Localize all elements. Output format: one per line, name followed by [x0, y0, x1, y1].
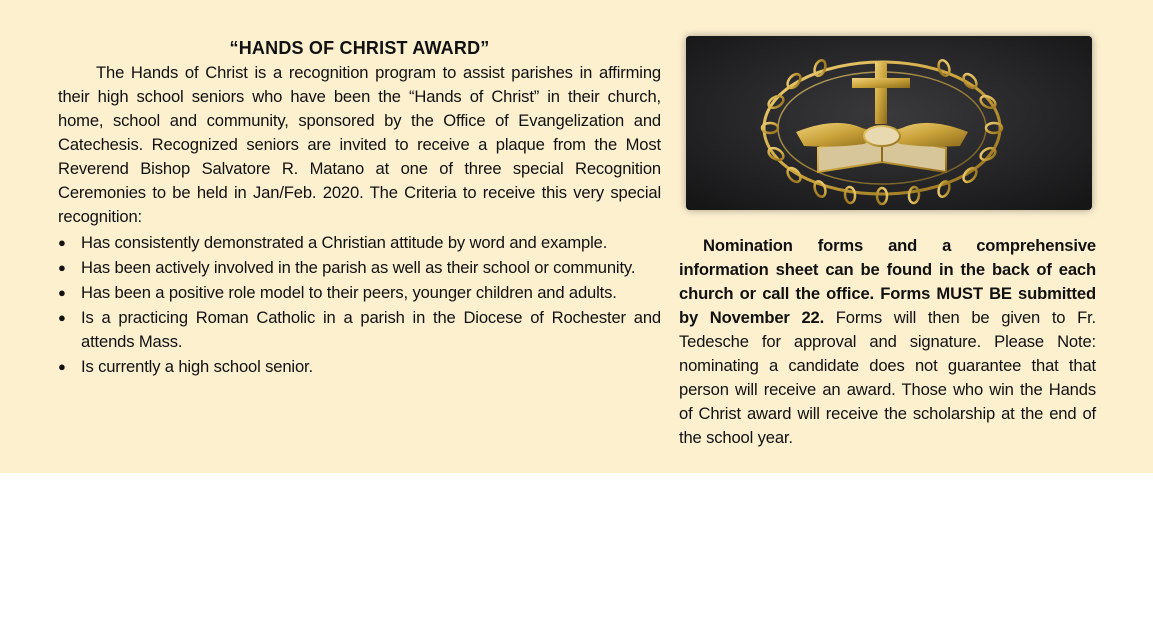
bullet-icon: ●: [58, 235, 66, 250]
bullet-icon: ●: [58, 359, 66, 374]
list-item: [58, 355, 661, 379]
intro-paragraph: The Hands of Christ is a recognition program to assist parishes in affirming their high school seniors who have been the “Hands of Christ” in their church, home, school and community, sponsored by the Office of Evangelization and Catechesis. Recognized seniors are invited to receive a plaque from the Most Reverend Bishop Salvatore R. Matano at one of three special Recognition Ceremonies to be held in Jan/Feb. 2020. The Criteria to receive this very special recognition:: [58, 63, 661, 226]
list-item: [58, 306, 661, 354]
criteria-list: [58, 231, 661, 379]
nomination-bold-text: Nomination forms and a comprehensive information sheet can be found in the back of each church or call the office. Forms MUST BE submitted by November 22.: [679, 236, 1096, 327]
bullet-icon: ●: [58, 310, 66, 325]
criteria-text: Has consistently demonstrated a Christian attitude by word and example.: [81, 233, 608, 252]
page-title: “HANDS OF CHRIST AWARD”: [229, 38, 490, 58]
bullet-icon: ●: [58, 285, 66, 300]
criteria-text: Is currently a high school senior.: [81, 357, 313, 376]
award-plaque-image: [686, 36, 1092, 210]
list-item: [58, 231, 661, 255]
nomination-info: [679, 234, 1096, 450]
criteria-text: Is a practicing Roman Catholic in a parish in the Diocese of Rochester and attends Mass.: [81, 308, 661, 351]
list-item: [58, 281, 661, 305]
hands-of-christ-emblem-icon: [686, 36, 1092, 210]
criteria-text: Has been a positive role model to their peers, younger children and adults.: [81, 283, 617, 302]
award-description: [58, 38, 661, 380]
list-item: [58, 256, 661, 280]
bullet-icon: ●: [58, 260, 66, 275]
nomination-paragraph: [679, 234, 1096, 450]
criteria-text: Has been actively involved in the parish as well as their school or community.: [81, 258, 636, 277]
nomination-text: Forms will then be given to Fr. Tedesche for approval and signature. Please Note: nominating a candidate does not guarantee that that person will receive an award. Those who win the Hands of Christ award will receive the scholarship at the end of the school year.: [679, 308, 1096, 447]
